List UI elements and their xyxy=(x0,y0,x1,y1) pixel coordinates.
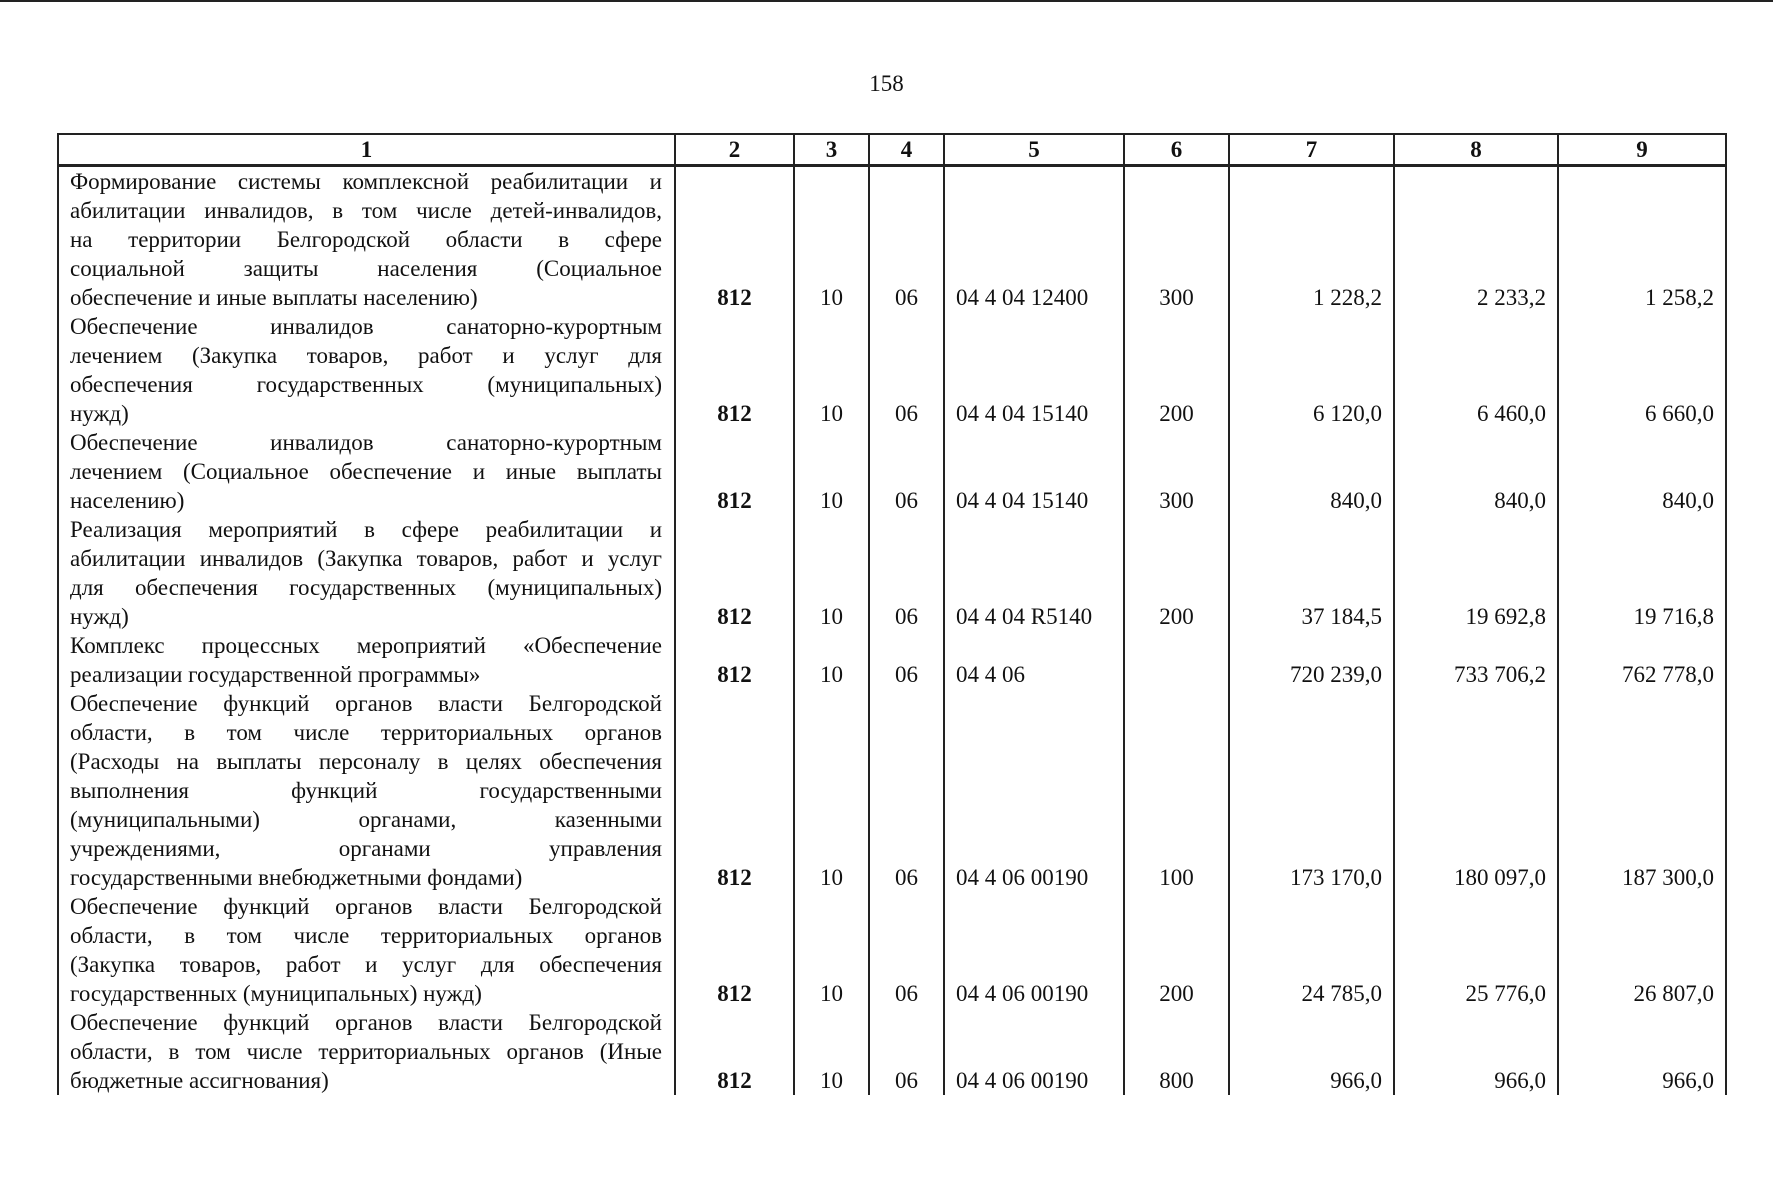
amount-year3-cell: 840,0 xyxy=(1558,428,1726,515)
amount-year3-cell: 966,0 xyxy=(1558,1008,1726,1095)
ministry-code-cell: 812 xyxy=(675,166,794,313)
description-line: учреждениями, органами управления xyxy=(70,836,662,861)
amount-year2-cell: 25 776,0 xyxy=(1394,892,1558,1008)
ministry-code-cell: 812 xyxy=(675,428,794,515)
expense-type-cell xyxy=(1124,631,1229,689)
description-cell xyxy=(58,892,675,1008)
description-line: абилитации инвалидов (Закупка товаров, работ и услуг xyxy=(70,546,662,571)
target-article-cell: 04 4 04 12400 xyxy=(944,166,1124,313)
description-line: Обеспечение инвалидов санаторно-курортным xyxy=(70,314,662,339)
page-number: 158 xyxy=(869,71,904,96)
subsection-cell: 06 xyxy=(869,892,944,1008)
column-header: 2 xyxy=(675,134,794,166)
ministry-code-cell: 812 xyxy=(675,515,794,631)
ministry-code-cell: 812 xyxy=(675,689,794,892)
ministry-code-cell: 812 xyxy=(675,312,794,428)
header-row xyxy=(58,134,1726,166)
expense-type-cell: 200 xyxy=(1124,892,1229,1008)
target-article-cell: 04 4 06 00190 xyxy=(944,1008,1124,1095)
section-cell: 10 xyxy=(794,428,869,515)
amount-year2-cell: 180 097,0 xyxy=(1394,689,1558,892)
subsection-cell: 06 xyxy=(869,631,944,689)
ministry-code-cell: 812 xyxy=(675,892,794,1008)
description-line: реализации государственной программы» xyxy=(70,662,481,687)
description-cell xyxy=(58,312,675,428)
amount-year2-cell: 2 233,2 xyxy=(1394,166,1558,313)
amount-year1-cell: 37 184,5 xyxy=(1229,515,1394,631)
amount-year2-cell: 840,0 xyxy=(1394,428,1558,515)
section-cell: 10 xyxy=(794,312,869,428)
description-cell xyxy=(58,1008,675,1095)
description-line: Обеспечение инвалидов санаторно-курортным xyxy=(70,430,662,455)
section-cell: 10 xyxy=(794,1008,869,1095)
description-cell xyxy=(58,631,675,689)
description-line: Реализация мероприятий в сфере реабилитации и xyxy=(70,517,662,542)
description-cell xyxy=(58,166,675,313)
description-line: на территории Белгородской области в сфере xyxy=(70,227,662,252)
description-line: выполнения функций государственными xyxy=(70,778,662,803)
table-row xyxy=(58,515,1726,631)
target-article-cell: 04 4 04 R5140 xyxy=(944,515,1124,631)
amount-year3-cell: 187 300,0 xyxy=(1558,689,1726,892)
table-row xyxy=(58,428,1726,515)
amount-year1-cell: 966,0 xyxy=(1229,1008,1394,1095)
expense-type-cell: 200 xyxy=(1124,312,1229,428)
section-cell: 10 xyxy=(794,515,869,631)
description-line: нужд) xyxy=(70,604,129,629)
description-line: лечением (Закупка товаров, работ и услуг для xyxy=(70,343,662,368)
description-line: обеспечения государственных (муниципальных) xyxy=(70,372,662,397)
description-line: нужд) xyxy=(70,401,129,426)
description-cell xyxy=(58,689,675,892)
description-line: социальной защиты населения (Социальное xyxy=(70,256,662,281)
amount-year1-cell: 840,0 xyxy=(1229,428,1394,515)
description-line: области, в том числе территориальных органов (Иные xyxy=(70,1039,662,1064)
table-row xyxy=(58,892,1726,1008)
description-line: Комплекс процессных мероприятий «Обеспечение xyxy=(70,633,662,658)
expense-type-cell: 300 xyxy=(1124,428,1229,515)
subsection-cell: 06 xyxy=(869,428,944,515)
amount-year1-cell: 720 239,0 xyxy=(1229,631,1394,689)
subsection-cell: 06 xyxy=(869,312,944,428)
table-row xyxy=(58,689,1726,892)
description-line: государственных (муниципальных) нужд) xyxy=(70,981,482,1006)
ministry-code-cell: 812 xyxy=(675,1008,794,1095)
ministry-code-cell: 812 xyxy=(675,631,794,689)
table-row xyxy=(58,631,1726,689)
table-row xyxy=(58,312,1726,428)
target-article-cell: 04 4 06 00190 xyxy=(944,689,1124,892)
column-header: 6 xyxy=(1124,134,1229,166)
description-line: (Расходы на выплаты персоналу в целях обеспечения xyxy=(70,749,662,774)
subsection-cell: 06 xyxy=(869,515,944,631)
description-line: бюджетные ассигнования) xyxy=(70,1068,329,1093)
amount-year1-cell: 6 120,0 xyxy=(1229,312,1394,428)
amount-year3-cell: 19 716,8 xyxy=(1558,515,1726,631)
expense-type-cell: 200 xyxy=(1124,515,1229,631)
description-line: Формирование системы комплексной реабилитации и xyxy=(70,169,662,194)
subsection-cell: 06 xyxy=(869,1008,944,1095)
table-row xyxy=(58,166,1726,313)
description-line: Обеспечение функций органов власти Белгородской xyxy=(70,691,662,716)
top-rule xyxy=(0,0,1773,2)
subsection-cell: 06 xyxy=(869,166,944,313)
column-header: 5 xyxy=(944,134,1124,166)
description-line: обеспечение и иные выплаты населению) xyxy=(70,285,478,310)
column-header: 1 xyxy=(58,134,675,166)
amount-year2-cell: 19 692,8 xyxy=(1394,515,1558,631)
target-article-cell: 04 4 04 15140 xyxy=(944,312,1124,428)
description-line: лечением (Социальное обеспечение и иные выплаты xyxy=(70,459,662,484)
section-cell: 10 xyxy=(794,166,869,313)
amount-year2-cell: 733 706,2 xyxy=(1394,631,1558,689)
description-line: Обеспечение функций органов власти Белгородской xyxy=(70,1010,662,1035)
description-line: области, в том числе территориальных органов xyxy=(70,720,662,745)
column-header: 7 xyxy=(1229,134,1394,166)
amount-year3-cell: 26 807,0 xyxy=(1558,892,1726,1008)
section-cell: 10 xyxy=(794,631,869,689)
target-article-cell: 04 4 04 15140 xyxy=(944,428,1124,515)
expense-type-cell: 100 xyxy=(1124,689,1229,892)
column-header: 3 xyxy=(794,134,869,166)
description-line: для обеспечения государственных (муниципальных) xyxy=(70,575,662,600)
column-header: 4 xyxy=(869,134,944,166)
amount-year1-cell: 24 785,0 xyxy=(1229,892,1394,1008)
table-body xyxy=(58,166,1726,1096)
expense-type-cell: 800 xyxy=(1124,1008,1229,1095)
description-line: (муниципальными) органами, казенными xyxy=(70,807,662,832)
amount-year1-cell: 173 170,0 xyxy=(1229,689,1394,892)
amount-year3-cell: 1 258,2 xyxy=(1558,166,1726,313)
amount-year3-cell: 762 778,0 xyxy=(1558,631,1726,689)
description-line: абилитации инвалидов, в том числе детей-инвалидов, xyxy=(70,198,662,223)
description-line: области, в том числе территориальных органов xyxy=(70,923,662,948)
description-cell xyxy=(58,428,675,515)
description-line: Обеспечение функций органов власти Белгородской xyxy=(70,894,662,919)
amount-year1-cell: 1 228,2 xyxy=(1229,166,1394,313)
amount-year2-cell: 966,0 xyxy=(1394,1008,1558,1095)
table-row xyxy=(58,1008,1726,1095)
subsection-cell: 06 xyxy=(869,689,944,892)
column-header: 8 xyxy=(1394,134,1558,166)
section-cell: 10 xyxy=(794,689,869,892)
expense-type-cell: 300 xyxy=(1124,166,1229,313)
description-line: населению) xyxy=(70,488,185,513)
amount-year3-cell: 6 660,0 xyxy=(1558,312,1726,428)
description-line: государственными внебюджетными фондами) xyxy=(70,865,523,890)
target-article-cell: 04 4 06 xyxy=(944,631,1124,689)
description-line: (Закупка товаров, работ и услуг для обеспечения xyxy=(70,952,662,977)
amount-year2-cell: 6 460,0 xyxy=(1394,312,1558,428)
column-header: 9 xyxy=(1558,134,1726,166)
description-cell xyxy=(58,515,675,631)
budget-table xyxy=(57,133,1727,1095)
section-cell: 10 xyxy=(794,892,869,1008)
target-article-cell: 04 4 06 00190 xyxy=(944,892,1124,1008)
